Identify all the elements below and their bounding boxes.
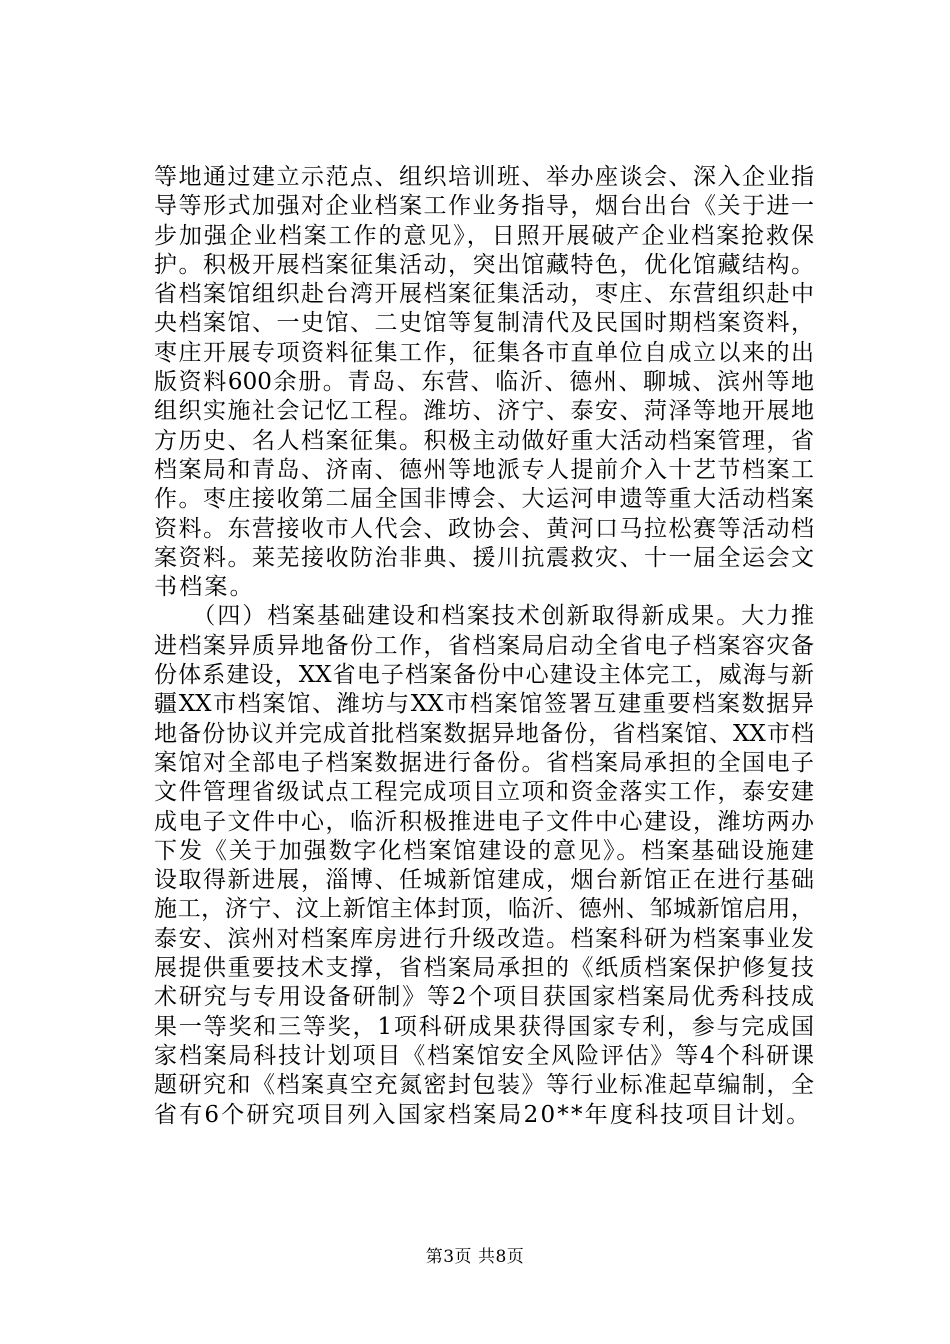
text-line: 施工，济宁、汶上新馆主体封顶，临沂、德州、邹城新馆启用，: [154, 896, 814, 923]
text-line: 文件管理省级试点工程完成项目立项和资金落实工作，泰安建: [154, 779, 814, 806]
text-line: 央档案馆、一史馆、二史馆等复制清代及民国时期档案资料，: [154, 310, 814, 337]
text-line: 资料。东营接收市人代会、政协会、黄河口马拉松赛等活动档: [154, 515, 814, 542]
text-line: 果一等奖和三等奖，1项科研成果获得国家专利，参与完成国: [154, 1013, 814, 1040]
text-line: 作。枣庄接收第二届全国非博会、大运河申遗等重大活动档案: [154, 486, 814, 513]
text-line: 护。积极开展档案征集活动，突出馆藏特色，优化馆藏结构。: [154, 251, 814, 278]
text-line: 题研究和《档案真空充氮密封包装》等行业标准起草编制，全: [154, 1072, 814, 1099]
text-line: 术研究与专用设备研制》等2个项目获国家档案局优秀科技成: [154, 984, 814, 1011]
text-line: 下发《关于加强数字化档案馆建设的意见》。档案基础设施建: [154, 837, 814, 864]
text-line: 组织实施社会记忆工程。潍坊、济宁、泰安、菏泽等地开展地: [154, 398, 814, 425]
text-line: 家档案局科技计划项目《档案馆安全风险评估》等4个科研课: [154, 1042, 814, 1069]
text-line: 案馆对全部电子档案数据进行备份。省档案局承担的全国电子: [154, 749, 814, 776]
text-line: 份体系建设，XX省电子档案备份中心建设主体完工，威海与新: [154, 662, 814, 689]
text-line: 导等形式加强对企业档案工作业务指导，烟台出台《关于进一: [154, 193, 814, 220]
text-line: 成电子文件中心，临沂积极推进电子文件中心建设，潍坊两办: [154, 808, 814, 835]
page-footer: 第3页 共8页: [425, 1247, 525, 1267]
text-line: 省有6个研究项目列入国家档案局20**年度科技项目计划。: [154, 1101, 812, 1128]
text-line: 省档案馆组织赴台湾开展档案征集活动，枣庄、东营组织赴中: [154, 281, 814, 308]
text-line: 泰安、滨州对档案库房进行升级改造。档案科研为档案事业发: [154, 925, 814, 952]
body-text: [154, 163, 814, 1130]
text-line: 枣庄开展专项资料征集工作，征集各市直单位自成立以来的出: [154, 339, 814, 366]
text-line: 等地通过建立示范点、组织培训班、举办座谈会、深入企业指: [154, 164, 814, 190]
text-line: 书档案。: [154, 574, 255, 601]
text-line: 版资料600余册。青岛、东营、临沂、德州、聊城、滨州等地: [154, 369, 814, 396]
text-line: （四）档案基础建设和档案技术创新取得新成果。大力推: [154, 603, 814, 630]
text-line: 案资料。莱芜接收防治非典、援川抗震救灾、十一届全运会文: [154, 544, 814, 571]
text-line: 展提供重要技术支撑，省档案局承担的《纸质档案保护修复技: [154, 955, 814, 982]
text-line: 地备份协议并完成首批档案数据异地备份，省档案馆、XX市档: [154, 720, 814, 747]
text-line: 疆XX市档案馆、潍坊与XX市档案馆签署互建重要档案数据异: [154, 691, 814, 718]
text-line: 进档案异质异地备份工作，省档案局启动全省电子档案容灾备: [154, 632, 814, 659]
text-line: 档案局和青岛、济南、德州等地派专人提前介入十艺节档案工: [154, 456, 814, 483]
text-line: 步加强企业档案工作的意见》，日照开展破产企业档案抢救保: [154, 222, 814, 249]
text-line: 设取得新进展，淄博、任城新馆建成，烟台新馆正在进行基础: [154, 867, 814, 894]
text-line: 方历史、名人档案征集。积极主动做好重大活动档案管理，省: [154, 427, 814, 454]
